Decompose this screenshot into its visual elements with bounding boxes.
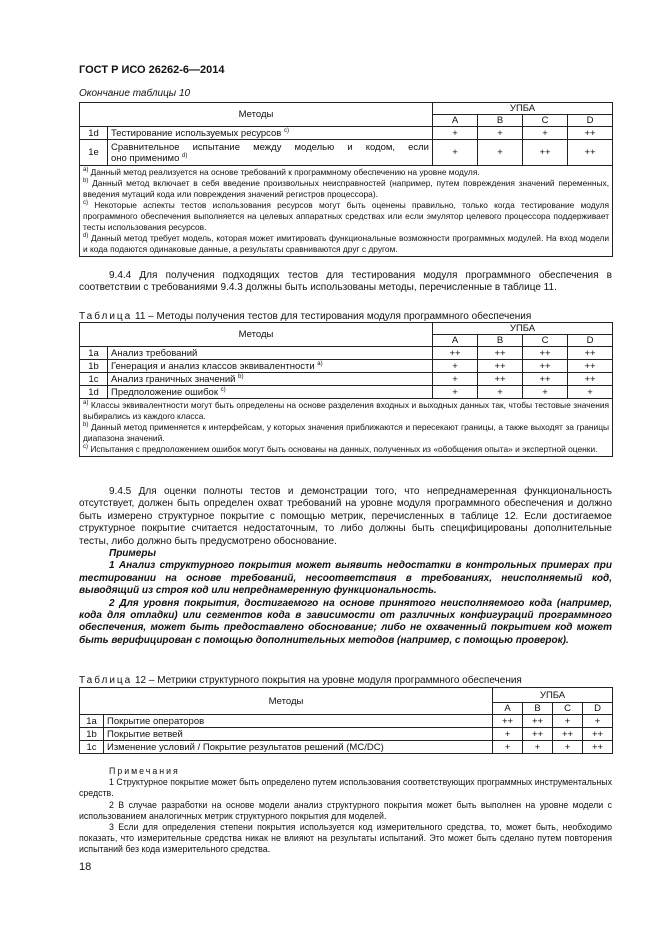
table-row [80, 715, 613, 728]
note-3: 3 Если для определения степени покрытия используется код измерительного средства, то, может быть, необходимо показать, что измерительные средства никак не влияют на результаты испытаний. Это может быть сделано путем повторения испытаний без кода измерительного средства. [79, 822, 612, 855]
example-1: 1 Анализ структурного покрытия может выявить недостатки в контрольных примерах при тестировании на основе требований, несоответствия в требованиях, неисполняемый код, выводящий из строя код или непреднамеренную функциональность. [79, 560, 612, 597]
cell-d: ++ [583, 728, 613, 741]
row-method: Предположение ошибок $^{c)}$ [108, 386, 433, 399]
level-a: А [433, 335, 478, 347]
level-d: D [568, 115, 613, 127]
row-method: Генерация и анализ классов эквивалентности $^{a)}$ [108, 360, 433, 373]
table-11-footnotes: $^{a)}$ Классы эквивалентности могут быть определены на основе разделения входных и выходных данных так, чтобы тестовые значения выбирались из каждого класса. $^{b)}$ Данный метод применяется к интерфейсам, у которых значения приближаются и пересекают границы, а также выходят за границы диапазона значений. $^{c)}$ Испытания с предположением ошибок могут быть основаны на данных, полученных из «обобщения опыта» и экспертной оценки. [80, 399, 613, 457]
table-row [80, 728, 613, 741]
note-1: 1 Структурное покрытие может быть определено путем использования соответствующих программных инструментальных средств. [79, 777, 612, 799]
level-a: А [493, 703, 523, 715]
methods-header: Методы [80, 323, 433, 347]
table-10-footnotes: $^{a)}$ Данный метод реализуется на основе требований к программному обеспечению на уровне модуля. $^{b)}$ Данный метод включает в себя введение произвольных неисправностей (например, путем повреждения значений переменных, введения мутаций кода или повреждения значений регистров процессора). $^{c)}$ Некоторые аспекты тестов использования ресурсов могут быть оценены правильно, только когда тестирование модуля программного обеспечения выполняется на целевых аппаратных средствах или если эмулятор целевого процессора поддерживает тесты использования ресурсов. $^{d)}$ Данный метод требует модель, которая может имитировать функциональные возможности программных модулей. На вход модели и кода подаются одинаковые данные, а результаты сравниваются друг с другом. [80, 166, 613, 257]
row-id: 1d [80, 127, 108, 140]
paragraph-9-4-5: 9.4.5 Для оценки полноты тестов и демонстрации того, что непреднамеренная функциональность отсутствует, должен быть определен охват требований на уровне модуля программного обеспечения и должно быть измерено структурное покрытие с помощью метрик, перечисленных в таблице 12. Если достигаемое структурное покрытие считается недостаточным, то либо должны быть специфицированы дополнительные тесты, либо должно быть предусмотрено обоснование. Примеры 1 Анализ структурного покрытия может выявить недостатки в контрольных примерах при тестировании на основе требований, несоответствия в требованиях, неисполняемый код, выводящий из строя код или непреднамеренную функциональность. 2 Для уровня покрытия, достигаемого на основе принятого неисполняемого кода (например, кода для отладки) или сегментов кода в зависимости от различных конфигураций программного обеспечения, может быть предоставлено обоснование; либо не охваченный покрытием код может быть верифицирован с помощью дополнительных методов (например, с помощью проверок). [79, 486, 612, 646]
cell-a: + [433, 140, 478, 166]
table-12-caption: Таблица 12 – Метрики структурного покрытия на уровне модуля программного обеспечения [79, 675, 522, 686]
cell-b: ++ [523, 715, 553, 728]
row-id: 1b [80, 728, 104, 741]
cell-a: + [433, 360, 478, 373]
level-b: В [478, 335, 523, 347]
cell-d: + [583, 715, 613, 728]
row-method: Изменение условий / Покрытие результатов решений (MC/DC) [104, 741, 493, 754]
level-b: В [523, 703, 553, 715]
cell-b: ++ [523, 728, 553, 741]
table-row [80, 127, 613, 140]
cell-d: ++ [568, 140, 613, 166]
cell-b: + [478, 386, 523, 399]
cell-c: + [553, 741, 583, 754]
cell-a: + [433, 373, 478, 386]
cell-a: + [433, 127, 478, 140]
cell-b: + [478, 127, 523, 140]
cell-c: + [523, 386, 568, 399]
cell-d: ++ [568, 373, 613, 386]
methods-header: Методы [80, 103, 433, 127]
upba-header: УПБА [493, 688, 613, 703]
level-a: А [433, 115, 478, 127]
row-method: Сравнительное испытание между моделью и кодом, если оно применимо $^{d)}$ [108, 140, 433, 166]
row-id: 1e [80, 140, 108, 166]
document-header: ГОСТ Р ИСО 26262-6—2014 [79, 64, 225, 76]
upba-header: УПБА [433, 103, 613, 115]
row-method: Тестирование используемых ресурсов $^{c)}$ [108, 127, 433, 140]
notes-title: Примечания [109, 766, 180, 776]
cell-b: ++ [478, 373, 523, 386]
row-id: 1b [80, 360, 108, 373]
table-11 [79, 322, 613, 457]
examples-title: Примеры [109, 548, 157, 560]
level-c: С [523, 115, 568, 127]
table-row [80, 347, 613, 360]
cell-d: + [568, 386, 613, 399]
row-method: Анализ требований [108, 347, 433, 360]
cell-c: ++ [523, 373, 568, 386]
cell-c: + [523, 127, 568, 140]
notes-block [79, 766, 612, 856]
table-11-caption: Таблица 11 – Методы получения тестов для тестирования модуля программного обеспечения [79, 311, 532, 322]
footnotes-row [80, 399, 613, 457]
row-id: 1d [80, 386, 108, 399]
cell-b: ++ [478, 347, 523, 360]
cell-c: ++ [523, 140, 568, 166]
row-method: Анализ граничных значений $^{b)}$ [108, 373, 433, 386]
row-id: 1c [80, 741, 104, 754]
upba-header: УПБА [433, 323, 613, 335]
row-id: 1a [80, 347, 108, 360]
level-b: В [478, 115, 523, 127]
table-row [80, 386, 613, 399]
table-row [80, 741, 613, 754]
cell-c: ++ [523, 347, 568, 360]
page-number: 18 [79, 861, 92, 873]
row-id: 1a [80, 715, 104, 728]
table-row [80, 360, 613, 373]
cell-c: ++ [523, 360, 568, 373]
cell-a: ++ [433, 347, 478, 360]
table-row [80, 373, 613, 386]
cell-a: + [433, 386, 478, 399]
example-2: 2 Для уровня покрытия, достигаемого на основе принятого неисполняемого кода (например, кода для отладки) или сегментов кода в зависимости от различных конфигураций программного обеспечения, может быть предоставлено обоснование; либо не охваченный покрытием код может быть верифицирован с помощью дополнительных методов (например, с помощью проверок). [79, 597, 612, 646]
cell-b: + [523, 741, 553, 754]
cell-a: + [493, 728, 523, 741]
table-row [80, 140, 613, 166]
cell-a: ++ [493, 715, 523, 728]
row-id: 1c [80, 373, 108, 386]
cell-b: + [478, 140, 523, 166]
level-c: С [523, 335, 568, 347]
level-d: D [568, 335, 613, 347]
table-10 [79, 102, 613, 257]
cell-d: ++ [568, 360, 613, 373]
row-method: Покрытие операторов [104, 715, 493, 728]
table-continuation-label: Окончание таблицы 10 [79, 88, 191, 99]
table-12 [79, 687, 613, 754]
note-2: 2 В случае разработки на основе модели анализ структурного покрытия может быть выполнен на уровне модели с использованием аналогичных метрик структурного покрытия для моделей. [79, 799, 612, 821]
cell-c: ++ [553, 728, 583, 741]
cell-d: ++ [568, 347, 613, 360]
cell-b: ++ [478, 360, 523, 373]
cell-d: ++ [568, 127, 613, 140]
cell-c: + [553, 715, 583, 728]
level-c: С [553, 703, 583, 715]
paragraph-9-4-4: 9.4.4 Для получения подходящих тестов для тестирования модуля программного обеспечения в соответствии с требованиями 9.4.3 должны быть использованы методы, перечисленные в таблице 11. [79, 270, 612, 294]
methods-header: Методы [80, 688, 493, 715]
level-d: D [583, 703, 613, 715]
cell-a: + [493, 741, 523, 754]
cell-d: ++ [583, 741, 613, 754]
row-method: Покрытие ветвей [104, 728, 493, 741]
footnotes-row [80, 166, 613, 257]
